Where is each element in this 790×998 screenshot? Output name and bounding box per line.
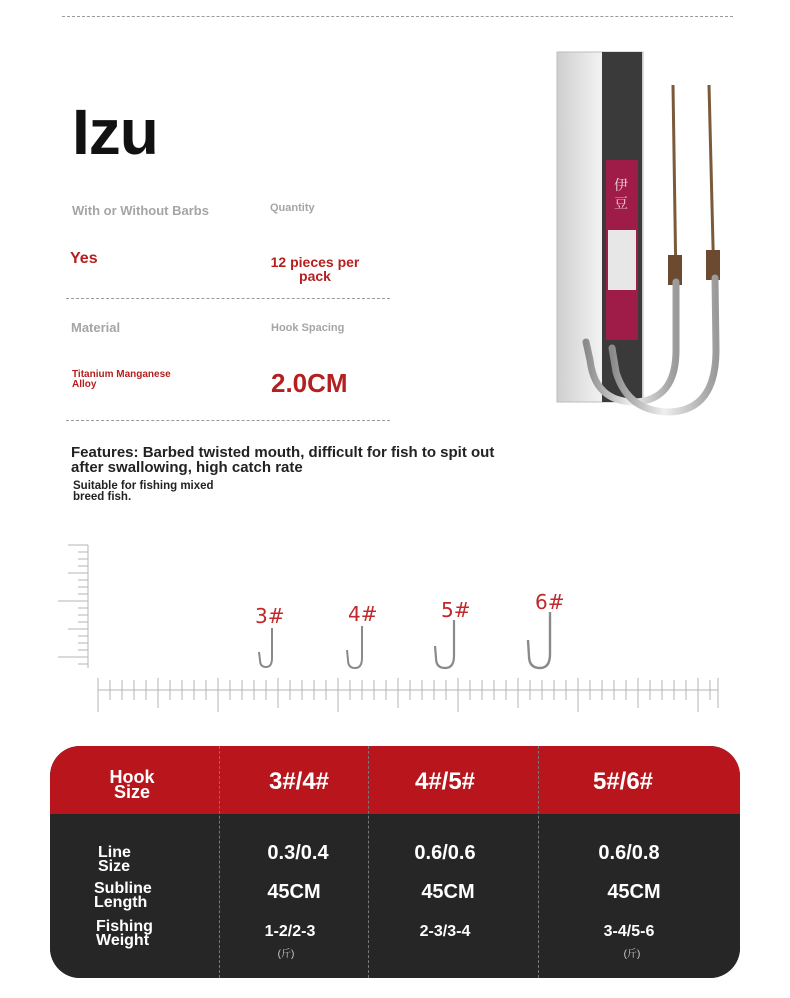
material-label: Material (71, 320, 121, 335)
product-image (550, 50, 730, 420)
hook-label-6: 6# (535, 590, 565, 614)
column-divider (538, 746, 539, 978)
unit-fishing-weight-1: (斤) (277, 949, 295, 960)
row-label-fishing-weight: Fishing Weight (96, 918, 153, 949)
quantity-value: 12 pieces per pack (270, 254, 360, 284)
header-col-2: 4#/5# (414, 768, 476, 795)
column-divider (368, 746, 369, 978)
spec-divider-1 (66, 298, 390, 299)
hook-label-3: 3# (255, 604, 285, 628)
suitable-text: Suitable for fishing mixed breed fish. (73, 480, 214, 503)
row-label-subline-length: Subline Length (94, 880, 152, 911)
header-col-1: 3#/4# (268, 768, 330, 795)
spacing-label: Hook Spacing (271, 322, 345, 334)
cell-line-size-3: 0.6/0.8 (598, 842, 660, 864)
features-text: Features: Barbed twisted mouth, difficult for fish to spit out after swallowing, high catch rate (71, 444, 495, 476)
header-label: Hook Size (109, 767, 155, 802)
spec-table (50, 746, 740, 978)
column-divider (219, 746, 220, 978)
cell-fishing-weight-2: 2-3/3-4 (419, 923, 471, 940)
barbs-value: Yes (70, 250, 98, 267)
hook-4-icon (347, 626, 362, 668)
spacing-value: 2.0CM (271, 368, 348, 398)
top-divider (62, 16, 733, 17)
cell-fishing-weight-1: 1-2/2-3 (264, 923, 316, 940)
horizontal-ruler (98, 678, 718, 712)
cell-subline-length-3: 45CM (607, 881, 661, 903)
cell-subline-length-1: 45CM (267, 881, 321, 903)
cell-line-size-2: 0.6/0.6 (414, 842, 476, 864)
hook-5-icon (435, 620, 454, 668)
cell-line-size-1: 0.3/0.4 (267, 842, 329, 864)
cell-fishing-weight-3: 3-4/5-6 (603, 923, 655, 940)
unit-fishing-weight-3: (斤) (623, 949, 641, 960)
cell-subline-length-2: 45CM (421, 881, 475, 903)
svg-text:豆: 豆 (614, 196, 628, 212)
barbs-label: With or Without Barbs (72, 203, 209, 218)
svg-text:伊: 伊 (614, 178, 628, 194)
row-label-line-size: Line Size (98, 844, 131, 875)
hook-label-4: 4# (348, 602, 378, 626)
vertical-ruler (58, 545, 88, 668)
material-value: Titanium Manganese Alloy (72, 369, 171, 390)
header-col-3: 5#/6# (592, 768, 654, 795)
size-chart (50, 540, 740, 720)
hook-3-icon (259, 628, 272, 667)
brand-title: Izu (72, 96, 158, 168)
quantity-label: Quantity (270, 202, 315, 214)
hook-6-icon (528, 612, 550, 668)
hook-label-5: 5# (441, 598, 471, 622)
spec-divider-2 (66, 420, 390, 421)
